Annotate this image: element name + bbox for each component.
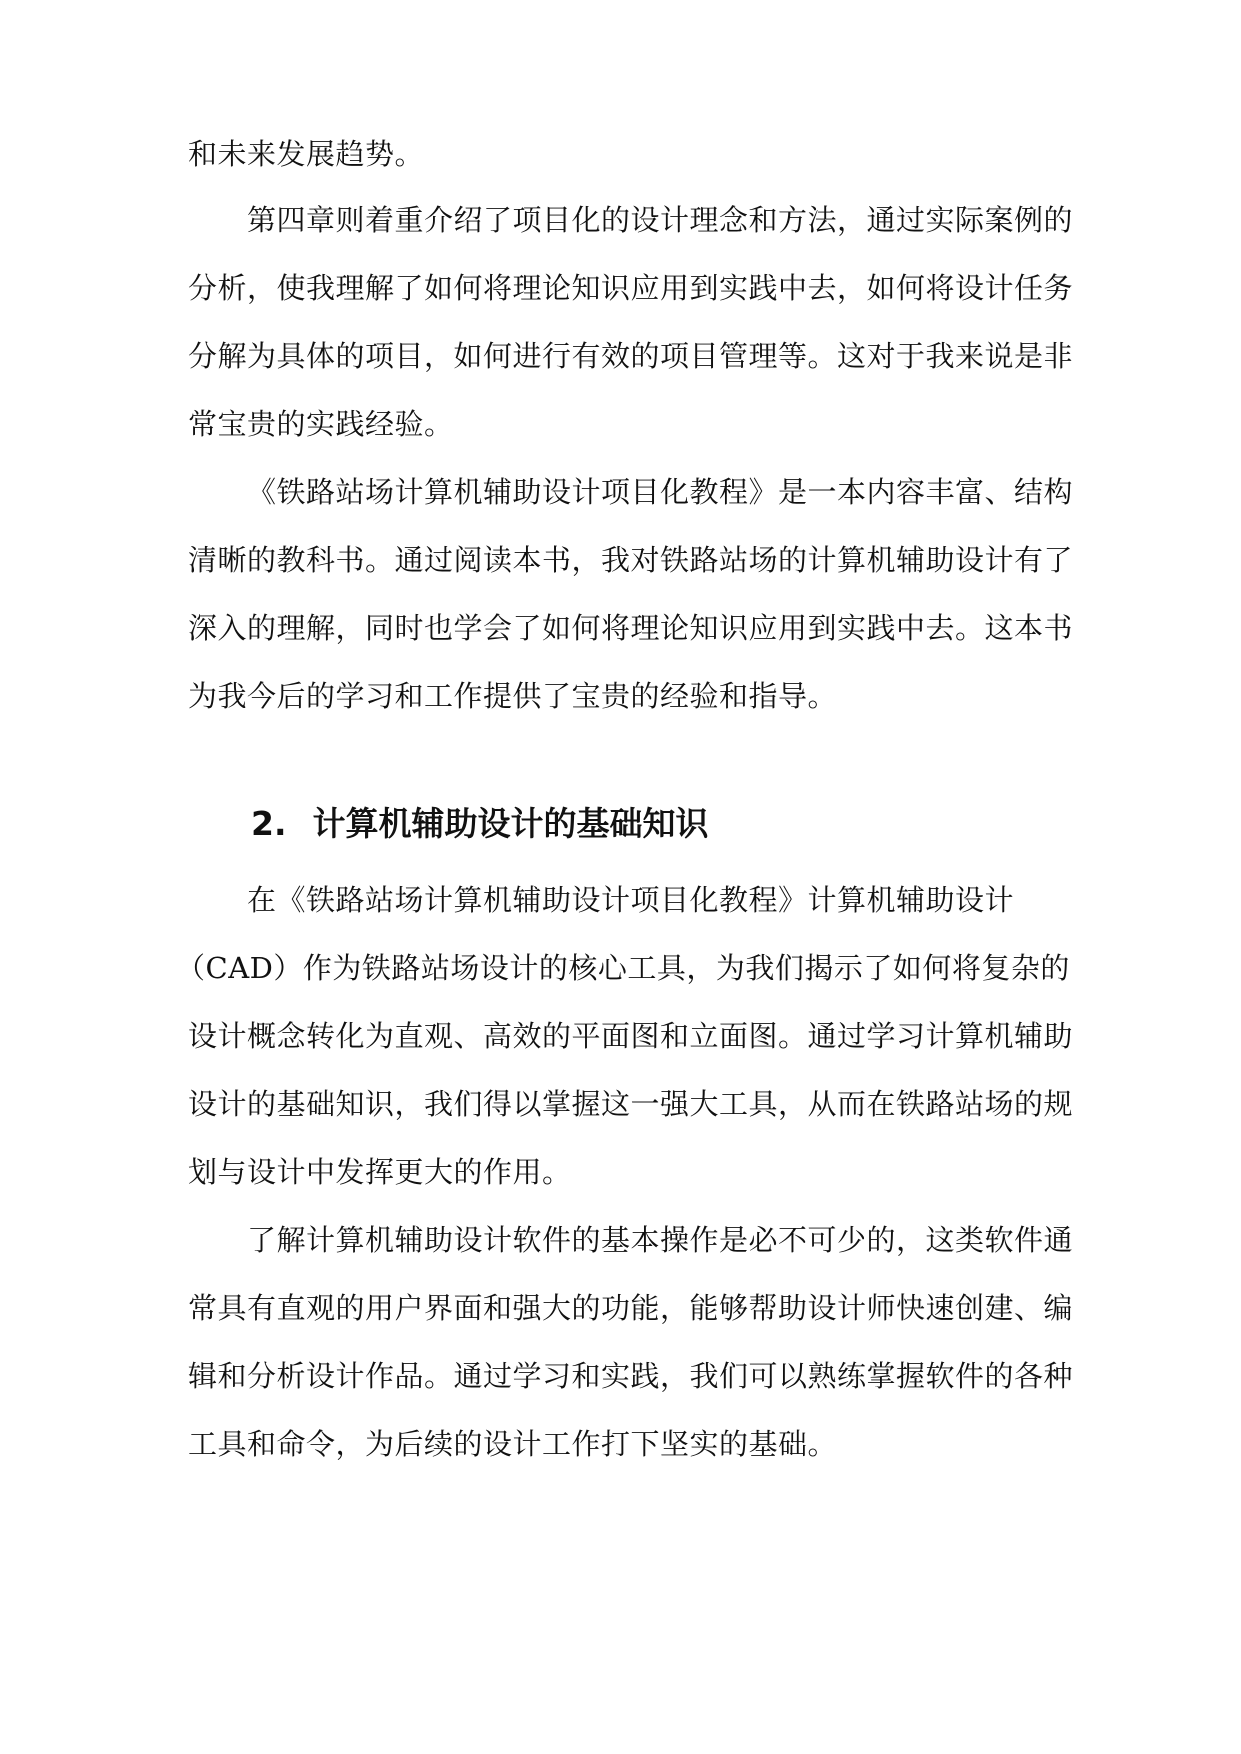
- paragraph-line: 在《铁路站场计算机辅助设计项目化教程》计算机辅助设计: [247, 883, 1015, 917]
- paragraph-line: 分析，使我理解了如何将理论知识应用到实践中去，如何将设计任务: [188, 271, 1074, 305]
- paragraph-line: 深入的理解，同时也学会了如何将理论知识应用到实践中去。这本书: [188, 611, 1074, 645]
- paragraph-line: 设计的基础知识，我们得以掌握这一强大工具，从而在铁路站场的规: [188, 1087, 1074, 1121]
- paragraph-line: 第四章则着重介绍了项目化的设计理念和方法，通过实际案例的: [247, 203, 1074, 237]
- paragraph-line: 常宝贵的实践经验。: [188, 407, 454, 441]
- paragraph-line: 分解为具体的项目，如何进行有效的项目管理等。这对于我来说是非: [188, 339, 1074, 373]
- paragraph-line: （CAD）作为铁路站场设计的核心工具，为我们揭示了如何将复杂的: [176, 951, 1070, 985]
- section-title: 计算机辅助设计的基础知识: [312, 804, 709, 843]
- paragraph-line: 了解计算机辅助设计软件的基本操作是必不可少的，这类软件通: [247, 1223, 1074, 1257]
- paragraph-line: 设计概念转化为直观、高效的平面图和立面图。通过学习计算机辅助: [188, 1019, 1074, 1053]
- paragraph-line: 常具有直观的用户界面和强大的功能，能够帮助设计师快速创建、编: [188, 1291, 1074, 1325]
- paragraph-line: 辑和分析设计作品。通过学习和实践，我们可以熟练掌握软件的各种: [188, 1359, 1074, 1393]
- section-number: 2.: [251, 804, 287, 843]
- paragraph-line: 和未来发展趋势。: [188, 137, 425, 171]
- paragraph-line: 《铁路站场计算机辅助设计项目化教程》是一本内容丰富、结构: [247, 475, 1074, 509]
- paragraph-line: 为我今后的学习和工作提供了宝贵的经验和指导。: [188, 679, 838, 713]
- section-heading: [251, 802, 709, 846]
- paragraph-line: 工具和命令，为后续的设计工作打下坚实的基础。: [188, 1427, 838, 1461]
- paragraph-line: 划与设计中发挥更大的作用。: [188, 1155, 572, 1189]
- paragraph-line: 清晰的教科书。通过阅读本书，我对铁路站场的计算机辅助设计有了: [188, 543, 1074, 577]
